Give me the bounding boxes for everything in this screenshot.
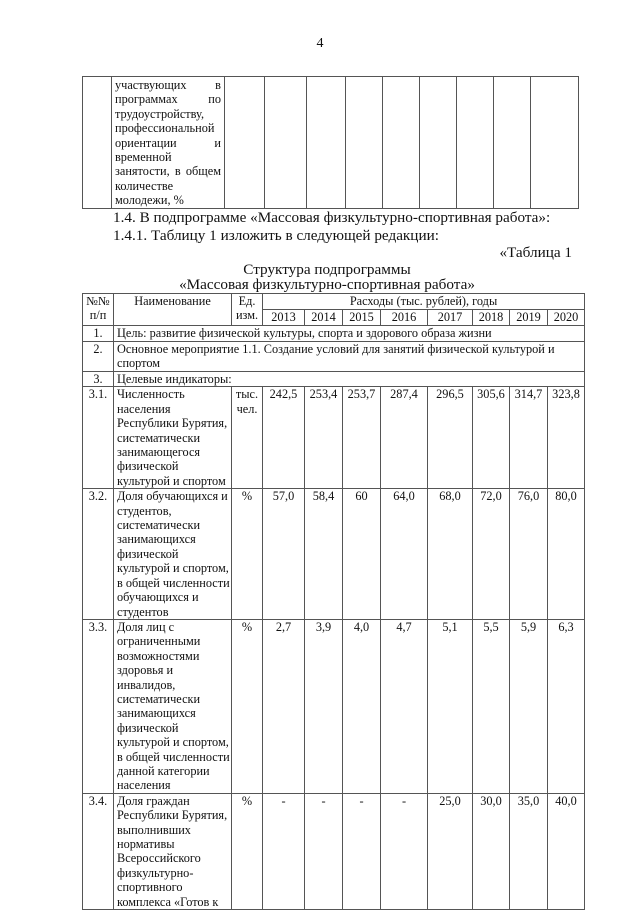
row-value: 2,7 (263, 619, 305, 793)
row-value: 5,9 (510, 619, 548, 793)
row-value: 253,7 (343, 387, 381, 489)
table-row (83, 342, 585, 372)
paragraph-1-4: 1.4. В подпрограмме «Массовая физкультурно-спортивная работа»: (113, 209, 551, 226)
header-expenses: Расходы (тыс. рублей), годы (263, 294, 585, 310)
previous-table-fragment (82, 76, 579, 209)
name-line: занятости, в общем (115, 164, 221, 179)
row-value: 6,3 (548, 619, 585, 793)
row-value: 242,5 (263, 387, 305, 489)
row-value: 30,0 (473, 793, 510, 909)
row-value: 72,0 (473, 489, 510, 620)
row-text: Основное мероприятие 1.1. Создание условий для занятий физической культурой и спортом (114, 342, 585, 372)
table-label: «Таблица 1 (499, 244, 572, 261)
row-value: 253,4 (305, 387, 343, 489)
row-text: Цель: развитие физической культуры, спорта и здорового образа жизни (114, 326, 585, 342)
table-title-2: «Массовая физкультурно-спортивная работа» (179, 276, 475, 293)
row-value: 323,8 (548, 387, 585, 489)
cell-name (112, 77, 225, 209)
row-num: 3.3. (83, 619, 114, 793)
row-unit: % (232, 793, 263, 909)
table-row (83, 793, 585, 909)
row-value: 76,0 (510, 489, 548, 620)
row-value: 287,4 (381, 387, 428, 489)
row-unit: % (232, 619, 263, 793)
header-year: 2018 (473, 310, 510, 326)
row-value: 40,0 (548, 793, 585, 909)
table-row (83, 372, 585, 387)
row-unit: % (232, 489, 263, 620)
name-line: количестве (115, 178, 174, 193)
row-value: 314,7 (510, 387, 548, 489)
row-value: - (263, 793, 305, 909)
row-value: 35,0 (510, 793, 548, 909)
name-line: временной (115, 150, 172, 165)
header-year: 2013 (263, 310, 305, 326)
name-line: молодежи, % (115, 193, 184, 208)
row-unit: тыс. чел. (232, 387, 263, 489)
header-name: Наименование (114, 294, 232, 326)
row-value: 60 (343, 489, 381, 620)
name-line: участвующих в (115, 78, 221, 92)
row-num: 3. (83, 372, 114, 387)
header-year: 2015 (343, 310, 381, 326)
subprogram-structure-table (82, 293, 585, 910)
header-unit: Ед. изм. (232, 294, 263, 326)
row-text: Целевые индикаторы: (114, 372, 585, 387)
row-value: 5,1 (428, 619, 473, 793)
page-number: 4 (316, 36, 324, 51)
header-year: 2020 (548, 310, 585, 326)
row-num: 3.4. (83, 793, 114, 909)
table-title-1: Структура подпрограммы (243, 261, 411, 278)
cell-num (83, 77, 112, 209)
header-year: 2016 (381, 310, 428, 326)
row-value: 64,0 (381, 489, 428, 620)
table-row (83, 326, 585, 342)
row-value: 57,0 (263, 489, 305, 620)
header-year: 2014 (305, 310, 343, 326)
row-name: Доля граждан Республики Бурятия, выполнивших нормативы Всероссийского физкультурно-спортивного комплекса «Готов к (114, 793, 232, 909)
row-value: - (305, 793, 343, 909)
header-year: 2019 (510, 310, 548, 326)
row-value: 4,0 (343, 619, 381, 793)
row-value: 3,9 (305, 619, 343, 793)
table-row (83, 387, 585, 489)
row-value: 296,5 (428, 387, 473, 489)
paragraph-1-4-1: 1.4.1. Таблицу 1 изложить в следующей редакции: (113, 227, 439, 244)
row-num: 3.1. (83, 387, 114, 489)
row-value: 68,0 (428, 489, 473, 620)
table-row (83, 619, 585, 793)
row-value: 4,7 (381, 619, 428, 793)
row-value: 25,0 (428, 793, 473, 909)
name-line: программах по (115, 92, 221, 107)
header-year: 2017 (428, 310, 473, 326)
row-name: Численность населения Республики Бурятия, систематически занимающегося физической культурой и спортом (114, 387, 232, 489)
header-num: №№ п/п (83, 294, 114, 326)
row-name: Доля обучающихся и студентов, систематически занимающихся физической культурой и спортом, в общей численности обучающихся и студентов (114, 489, 232, 620)
row-num: 2. (83, 342, 114, 372)
row-value: - (381, 793, 428, 909)
name-line: профессиональной (115, 121, 215, 136)
row-value: 80,0 (548, 489, 585, 620)
row-value: 5,5 (473, 619, 510, 793)
row-value: 305,6 (473, 387, 510, 489)
row-num: 1. (83, 326, 114, 342)
row-value: - (343, 793, 381, 909)
name-line: трудоустройству, (115, 106, 205, 121)
row-num: 3.2. (83, 489, 114, 620)
table-row (83, 489, 585, 620)
row-value: 58,4 (305, 489, 343, 620)
name-line: ориентации и (115, 135, 221, 150)
row-name: Доля лиц с ограниченными возможностями здоровья и инвалидов, систематически занимающихся физической культурой и спортом, в общей численности данной категории населения (114, 619, 232, 793)
